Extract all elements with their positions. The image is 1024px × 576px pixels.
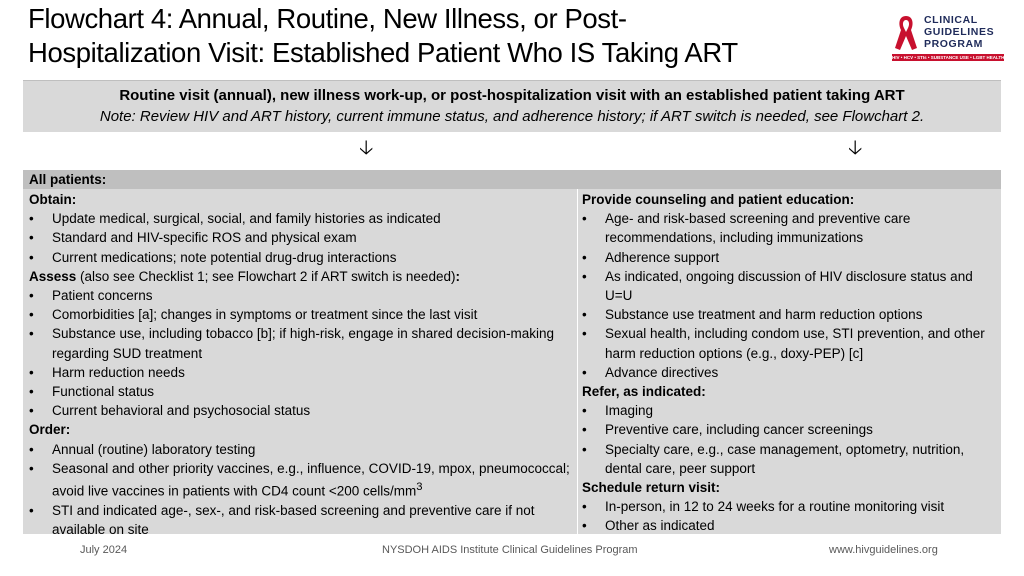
refer-heading: Refer, as indicated:: [582, 384, 706, 400]
list-item: • Current medications; note potential drug-drug interactions: [29, 248, 575, 267]
left-column: [23, 189, 575, 537]
list-item: • Specialty care, e.g., case management, optometry, nutrition, dental care, peer support: [582, 440, 1001, 478]
obtain-list: [29, 209, 575, 267]
down-arrow-icon: 🡣: [359, 137, 374, 159]
footer-date: July 2024: [80, 544, 128, 556]
banner-note: Note: Review HIV and ART history, current immune status, and adherence history; if ART switch is needed, see Flowchart 2.: [99, 108, 925, 125]
return-visit-list: [582, 497, 1001, 535]
slide-title-line-1: Flowchart 4: Annual, Routine, New Illness, or Post-: [28, 3, 627, 34]
list-item: • Substance use treatment and harm reduction options: [582, 305, 1001, 324]
list-item: • Current behavioral and psychosocial status: [29, 401, 575, 420]
right-column: [577, 189, 1001, 534]
refer-list: [582, 401, 1001, 478]
down-arrow-icon: 🡣: [848, 137, 863, 159]
list-item: • Update medical, surgical, social, and family histories as indicated: [29, 209, 575, 228]
clinical-guidelines-program-logo: [890, 12, 1006, 62]
slide-title: [28, 2, 868, 70]
assess-heading: [29, 267, 575, 286]
list-item: • Patient concerns: [29, 286, 575, 305]
return-visit-heading: Schedule return visit:: [582, 480, 721, 496]
slide-title-line-2: Hospitalization Visit: Established Patient Who IS Taking ART: [28, 37, 738, 68]
assess-list: [29, 286, 575, 420]
list-item: [29, 459, 575, 501]
list-item: • Preventive care, including cancer screenings: [582, 420, 1001, 439]
awareness-ribbon-icon: [892, 12, 920, 60]
order-heading: Order:: [29, 422, 71, 438]
assess-label: Assess: [29, 268, 77, 284]
assess-colon: :: [455, 268, 460, 284]
footer-url[interactable]: www.hivguidelines.org: [829, 544, 938, 556]
list-item: • As indicated, ongoing discussion of HIV disclosure status and U=U: [582, 267, 1001, 305]
logo-wordmark: [924, 14, 994, 50]
list-item: • Standard and HIV-specific ROS and physical exam: [29, 228, 575, 247]
list-item: • Sexual health, including condom use, STI prevention, and other harm reduction options (e.g., doxy-PEP) [c]: [582, 324, 1001, 362]
list-item: • STI and indicated age-, sex-, and risk-based screening and preventive care if not available on site: [29, 501, 575, 539]
list-item: • Harm reduction needs: [29, 363, 575, 382]
assess-note: (also see Checklist 1; see Flowchart 2 if ART switch is needed): [76, 268, 456, 284]
banner-heading: Routine visit (annual), new illness work-up, or post-hospitalization visit with an established patient taking ART: [119, 87, 905, 104]
vaccine-item-text: Seasonal and other priority vaccines, e.g., influence, COVID-19, mpox, pneumococcal; avoid live vaccines in patients with CD4 count <200 cells/mm: [52, 460, 570, 499]
obtain-heading: Obtain:: [29, 192, 77, 207]
list-item: • In-person, in 12 to 24 weeks for a routine monitoring visit: [582, 497, 1001, 516]
counsel-heading: Provide counseling and patient education:: [582, 192, 855, 207]
list-item: • Comorbidities [a]; changes in symptoms or treatment since the last visit: [29, 305, 575, 324]
visit-banner: [23, 80, 1001, 132]
list-item: • Annual (routine) laboratory testing: [29, 440, 575, 459]
logo-word: PROGRAM: [924, 38, 984, 50]
superscript-three: 3: [416, 481, 423, 494]
counsel-list: [582, 209, 1001, 382]
order-list: [29, 440, 575, 540]
list-item: • Advance directives: [582, 363, 1001, 382]
list-item: • Imaging: [582, 401, 1001, 420]
all-patients-panel: [23, 170, 1001, 537]
panel-header: All patients:: [23, 170, 1001, 189]
list-item: • Functional status: [29, 382, 575, 401]
logo-word: GUIDELINES: [924, 26, 995, 38]
logo-word: CLINICAL: [924, 14, 978, 26]
footer-organization: NYSDOH AIDS Institute Clinical Guidelines Program: [382, 544, 638, 556]
list-item: • Adherence support: [582, 248, 1001, 267]
list-item: • Other as indicated: [582, 516, 1001, 535]
logo-stripe: HIV • HCV • STIs • SUBSTANCE USE • LGBT HEALTH: [892, 55, 1004, 60]
list-item: • Substance use, including tobacco [b]; if high-risk, engage in shared decision-making regarding SUD treatment: [29, 324, 575, 362]
list-item: • Age- and risk-based screening and preventive care recommendations, including immunizations: [582, 209, 1001, 247]
